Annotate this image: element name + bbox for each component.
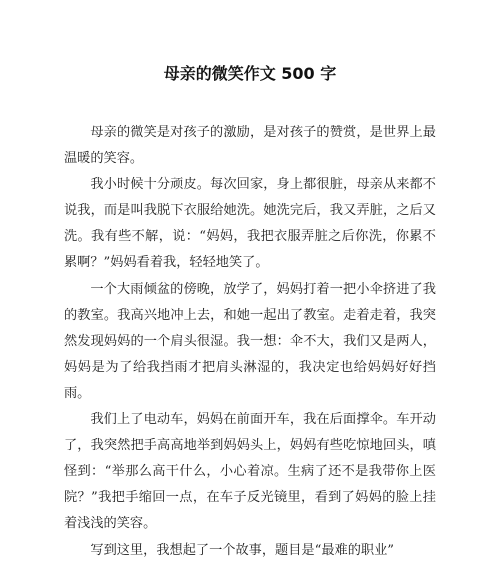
- paragraph-2: 我小时候十分顽皮。每次回家，身上都很脏，母亲从来都不说我，而是叫我脱下衣服给她洗。她洗完后，我又弄脏，之后又洗。我有些不解，说：“妈妈，我把衣服弄脏之后你洗，你累不累啊？”妈妈看着我，轻轻地笑了。: [64, 177, 436, 271]
- paragraph-3: 一个大雨倾盆的傍晚，放学了，妈妈打着一把小伞挤进了我的教室。我高兴地冲上去，和她一起出了教室。走着走着，我突然发现妈妈的一个肩头很湿。我一想：伞不大，我们又是两人，妈妈是为了给我挡雨才把肩头淋湿的，我决定也给妈妈好好挡雨。: [64, 281, 436, 401]
- paragraph-5: 写到这里，我想起了一个故事，题目是“最难的职业”: [90, 542, 394, 558]
- article-body: [64, 120, 436, 564]
- paragraph-4: 我们上了电动车，妈妈在前面开车，我在后面撑伞。车开动了，我突然把手高高地举到妈妈头上，妈妈有些吃惊地回头，嗔怪到：“举那么高干什么，小心着凉。生病了还不是我带你上医院？”我把手缩回一点，在车子反光镜里，看到了妈妈的脸上挂着浅浅的笑容。: [64, 412, 436, 532]
- paragraph-1: 母亲的微笑是对孩子的激励，是对孩子的赞赏，是世界上最温暖的笑容。: [64, 125, 436, 167]
- page-title: 母亲的微笑作文 500 字: [163, 64, 337, 83]
